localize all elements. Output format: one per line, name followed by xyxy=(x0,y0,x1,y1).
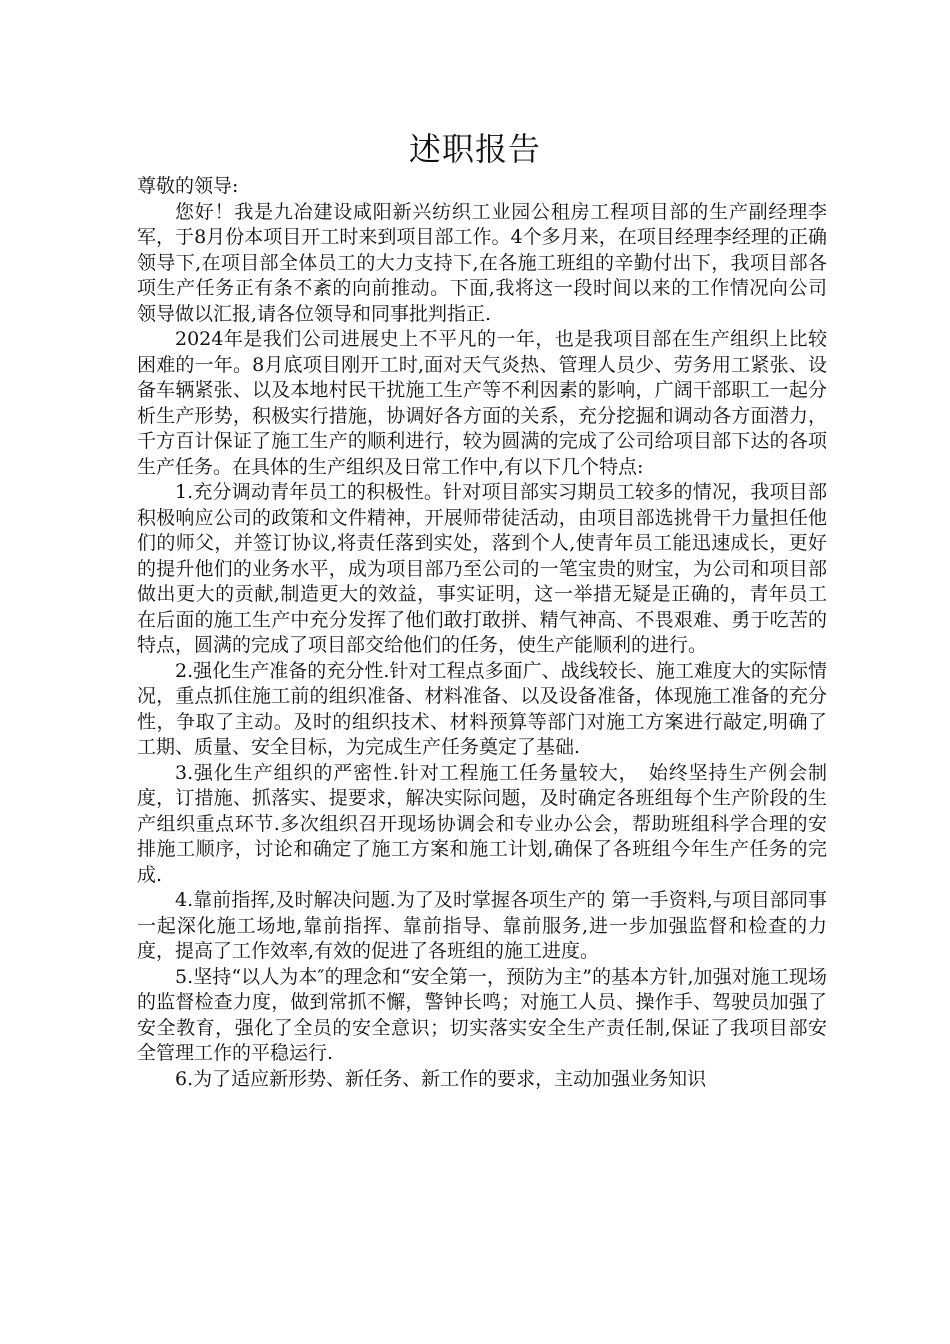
document-body xyxy=(137,174,827,1092)
paragraph-point-2: 2.强化生产准备的充分性.针对工程点多面广、战线较长、施工难度大的实际情况，重点抓住施工前的组织准备、材料准备、以及设备准备，体现施工准备的充分性，争取了主动。及时的组织技术、材料预算等部门对施工方案进行敲定,明确了工期、质量、安全目标，为完成生产任务奠定了基础. xyxy=(137,659,827,758)
paragraph-point-3: 3.强化生产组织的严密性.针对工程施工任务量较大， 始终坚持生产例会制度，订措施、抓落实、提要求，解决实际问题，及时确定各班组每个生产阶段的生产组织重点环节.多次组织召开现场协调会和专业办公会，帮助班组科学合理的安排施工顺序，讨论和确定了施工方案和施工计划,确保了各班组今年生产任务的完成. xyxy=(137,761,827,886)
paragraph-point-4: 4.靠前指挥,及时解决问题.为了及时掌握各项生产的 第一手资料,与项目部同事一起深化施工场地,靠前指挥、靠前指导、靠前服务,进一步加强监督和检查的力度，提高了工作效率,有效的促进了各班组的施工进度。 xyxy=(137,889,827,962)
document-title: 述职报告 xyxy=(408,130,541,168)
paragraph-point-6: 6.为了适应新形势、新任务、新工作的要求，主动加强业务知识 xyxy=(175,1067,707,1090)
salutation: 尊敬的领导: xyxy=(137,175,239,197)
paragraph-overview: 2024年是我们公司进展史上不平凡的一年，也是我项目部在生产组织上比较困难的一年。8月底项目刚开工时,面对天气炎热、管理人员少、劳务用工紧张、设备车辆紧张、以及本地村民干扰施工生产等不利因素的影响，广阔干部职工一起分析生产形势，积极实行措施，协调好各方面的关系，充分挖掘和调动各方面潜力，千方百计保证了施工生产的顺利进行，较为圆满的完成了公司给项目部下达的各项生产任务。在具体的生产组织及日常工作中,有以下几个特点: xyxy=(137,328,827,478)
paragraph-greeting: 您好！我是九冶建设咸阳新兴纺织工业园公租房工程项目部的生产副经理李军，于8月份本项目开工时来到项目部工作。4个多月来，在项目经理李经理的正确领导下,在项目部全体员工的大力支持下,在各施工班组的辛勤付出下，我项目部各项生产任务正有条不紊的向前推动。下面,我将这一段时间以来的工作情况向公司领导做以汇报,请各位领导和同事批判指正. xyxy=(137,200,827,325)
paragraph-point-1: 1.充分调动青年员工的积极性。针对项目部实习期员工较多的情况，我项目部积极响应公司的政策和文件精神，开展师带徒活动，由项目部选挑骨干力量担任他们的师父，并签订协议,将责任落到实处，落到个人,使青年员工能迅速成长，更好的提升他们的业务水平，成为项目部乃至公司的一笔宝贵的财宝，为公司和项目部做出更大的贡献,制造更大的效益，事实证明，这一举措无疑是正确的，青年员工在后面的施工生产中充分发挥了他们敢打敢拼、精气神高、不畏艰难、勇于吃苦的特点，圆满的完成了项目部交给他们的任务，使生产能顺利的进行。 xyxy=(137,481,827,656)
paragraph-point-5: 5.坚持“以人为本″的理念和“安全第一，预防为主”的基本方针,加强对施工现场的监督检查力度，做到常抓不懈，警钟长鸣；对施工人员、操作手、驾驶员加强了安全教育，强化了全员的安全意识；切实落实安全生产责任制,保证了我项目部安全管理工作的平稳运行. xyxy=(137,965,827,1064)
